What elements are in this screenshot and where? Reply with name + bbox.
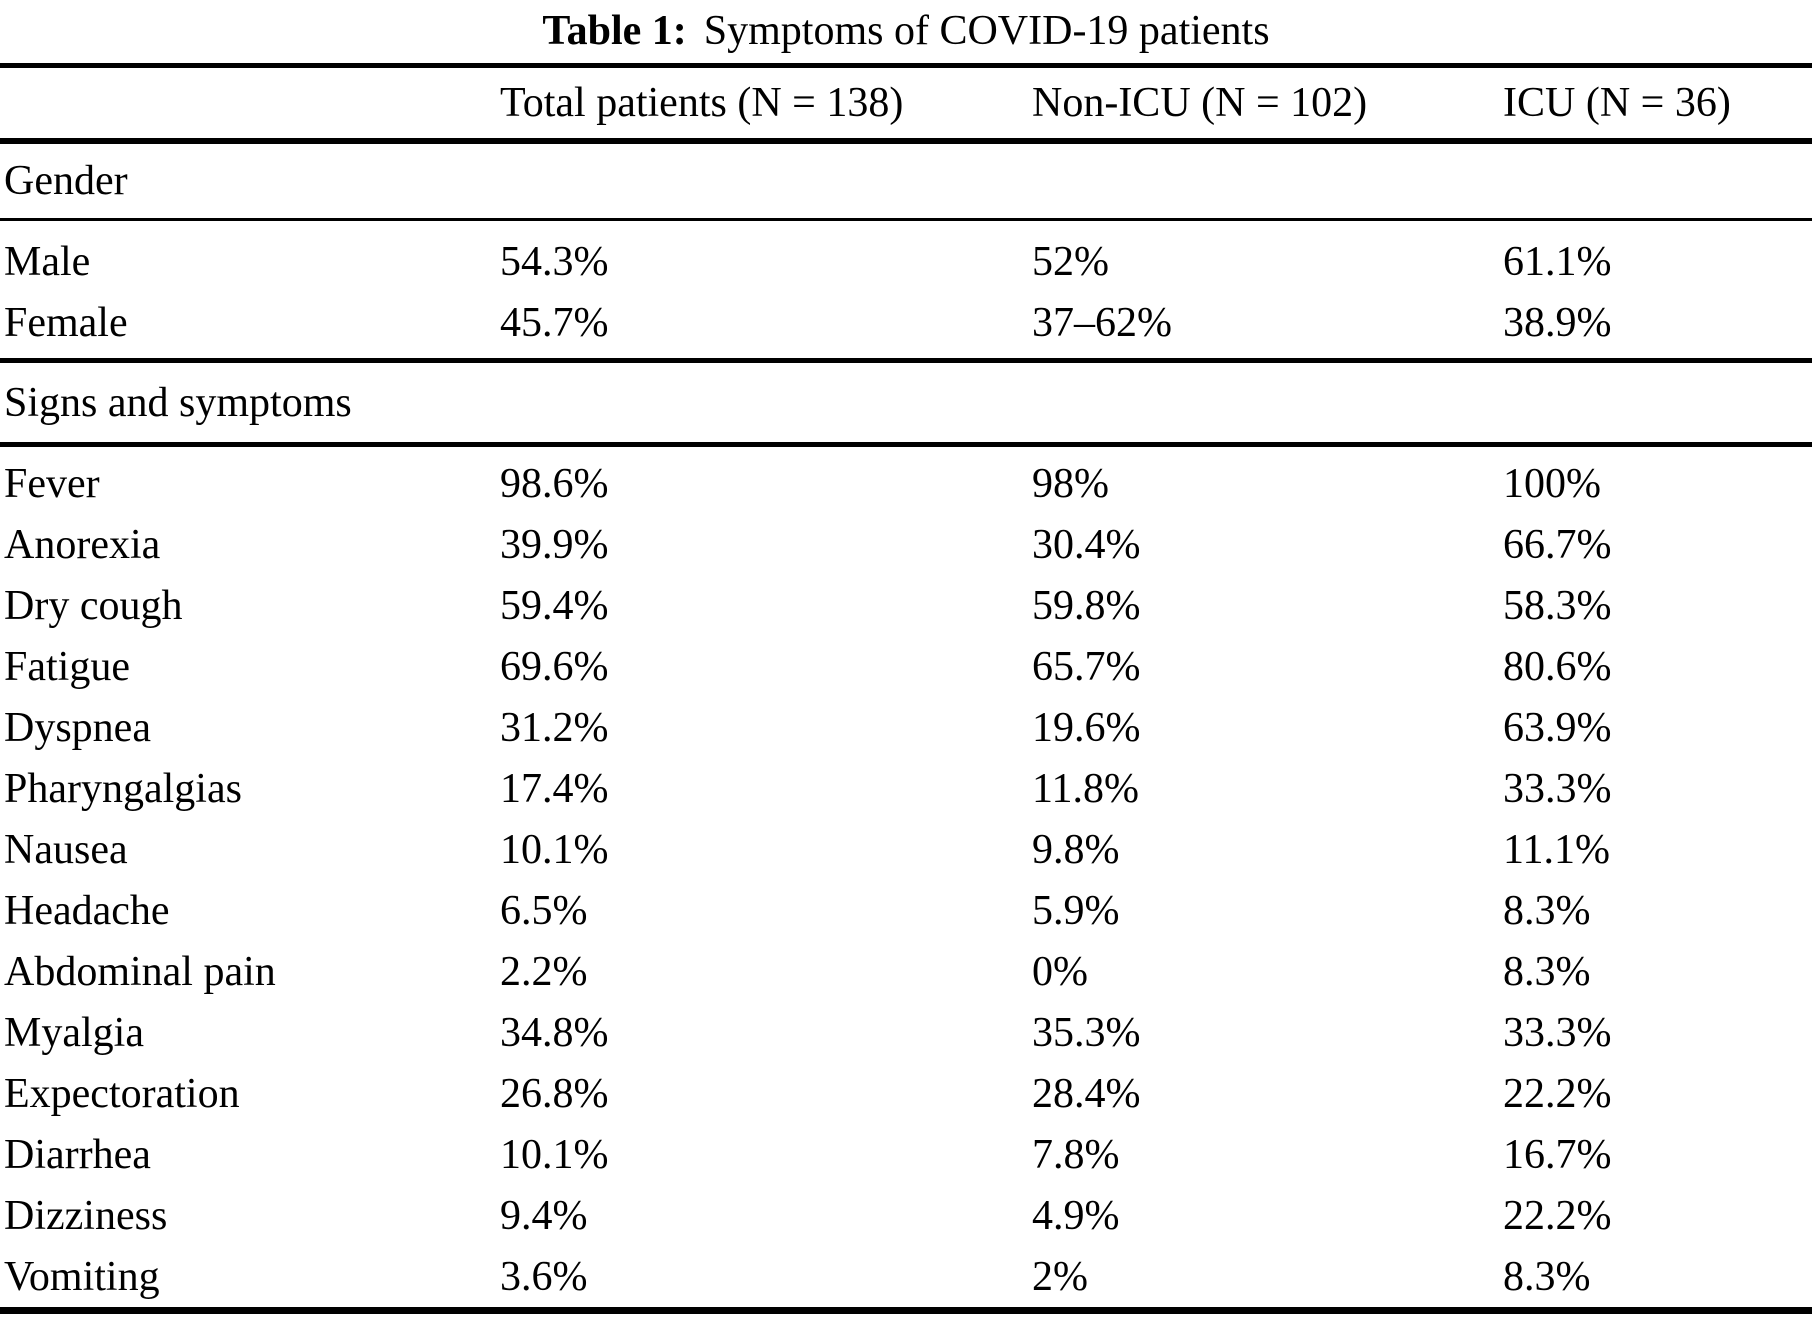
cell-icu: 11.1% xyxy=(1503,826,1610,873)
row-label: Female xyxy=(4,299,128,346)
cell-icu: 22.2% xyxy=(1503,1192,1612,1239)
table-caption-label: Table 1: xyxy=(542,8,687,54)
cell-total: 3.6% xyxy=(500,1253,588,1300)
row-label: Expectoration xyxy=(4,1070,240,1117)
section-header-gender-label: Gender xyxy=(4,158,128,204)
table-row-fatigue xyxy=(0,636,1812,697)
table-row-dizziness xyxy=(0,1185,1812,1246)
row-label: Vomiting xyxy=(4,1253,160,1300)
cell-total: 10.1% xyxy=(500,826,609,873)
cell-non-icu: 11.8% xyxy=(1032,765,1139,812)
cell-icu: 66.7% xyxy=(1503,521,1612,568)
table-row-anorexia xyxy=(0,514,1812,575)
table-row-dry-cough xyxy=(0,575,1812,636)
column-header-total-patients: Total patients (N = 138) xyxy=(500,80,904,126)
cell-total: 98.6% xyxy=(500,460,609,507)
row-label: Fatigue xyxy=(4,643,130,690)
table-row-dyspnea xyxy=(0,697,1812,758)
section-header-signs-symptoms xyxy=(0,363,1812,442)
cell-total: 54.3% xyxy=(500,238,609,285)
cell-total: 2.2% xyxy=(500,948,588,995)
cell-total: 26.8% xyxy=(500,1070,609,1117)
table-caption-text: Symptoms of COVID-19 patients xyxy=(703,8,1270,54)
cell-total: 10.1% xyxy=(500,1131,609,1178)
cell-non-icu: 37–62% xyxy=(1032,299,1172,346)
column-header-icu: ICU (N = 36) xyxy=(1503,80,1731,126)
cell-non-icu: 65.7% xyxy=(1032,643,1141,690)
section-header-gender xyxy=(0,144,1812,218)
cell-icu: 38.9% xyxy=(1503,299,1612,346)
cell-total: 31.2% xyxy=(500,704,609,751)
cell-icu: 16.7% xyxy=(1503,1131,1612,1178)
cell-icu: 100% xyxy=(1503,460,1601,507)
cell-icu: 63.9% xyxy=(1503,704,1612,751)
cell-total: 69.6% xyxy=(500,643,609,690)
cell-icu: 58.3% xyxy=(1503,582,1612,629)
row-label: Nausea xyxy=(4,826,128,873)
cell-total: 59.4% xyxy=(500,582,609,629)
cell-total: 34.8% xyxy=(500,1009,609,1056)
cell-total: 45.7% xyxy=(500,299,609,346)
cell-total: 39.9% xyxy=(500,521,609,568)
cell-icu: 8.3% xyxy=(1503,1253,1591,1300)
cell-non-icu: 0% xyxy=(1032,948,1088,995)
table-row-myalgia xyxy=(0,1002,1812,1063)
row-label: Headache xyxy=(4,887,170,934)
row-label: Anorexia xyxy=(4,521,161,568)
row-label: Fever xyxy=(4,460,100,507)
table-row-expectoration xyxy=(0,1063,1812,1124)
gender-rows xyxy=(0,221,1812,353)
table-caption xyxy=(0,0,1812,56)
cell-non-icu: 5.9% xyxy=(1032,887,1120,934)
cell-non-icu: 7.8% xyxy=(1032,1131,1120,1178)
column-header-non-icu: Non-ICU (N = 102) xyxy=(1032,80,1368,126)
row-label: Diarrhea xyxy=(4,1131,151,1178)
symptom-rows xyxy=(0,447,1812,1307)
row-label: Male xyxy=(4,238,91,285)
table-row-abdominal-pain xyxy=(0,941,1812,1002)
table-header-row xyxy=(0,68,1812,138)
row-label: Abdominal pain xyxy=(4,948,276,995)
section-header-signs-symptoms-label: Signs and symptoms xyxy=(4,379,352,426)
table-row-fever xyxy=(0,453,1812,514)
cell-non-icu: 52% xyxy=(1032,238,1109,285)
cell-non-icu: 4.9% xyxy=(1032,1192,1120,1239)
table-bottom-rule xyxy=(0,1307,1812,1314)
cell-total: 9.4% xyxy=(500,1192,588,1239)
row-label: Dizziness xyxy=(4,1192,168,1239)
row-label: Dry cough xyxy=(4,582,183,629)
cell-non-icu: 28.4% xyxy=(1032,1070,1141,1117)
row-label: Dyspnea xyxy=(4,704,151,751)
cell-non-icu: 2% xyxy=(1032,1253,1088,1300)
table-row-female xyxy=(0,292,1812,353)
table-row-headache xyxy=(0,880,1812,941)
row-label: Pharyngalgias xyxy=(4,765,242,812)
cell-icu: 22.2% xyxy=(1503,1070,1612,1117)
row-label: Myalgia xyxy=(4,1009,144,1056)
table-row-male xyxy=(0,231,1812,292)
cell-icu: 61.1% xyxy=(1503,238,1612,285)
cell-total: 6.5% xyxy=(500,887,588,934)
cell-non-icu: 98% xyxy=(1032,460,1109,507)
cell-non-icu: 59.8% xyxy=(1032,582,1141,629)
cell-non-icu: 9.8% xyxy=(1032,826,1120,873)
cell-total: 17.4% xyxy=(500,765,609,812)
cell-icu: 80.6% xyxy=(1503,643,1612,690)
cell-icu: 8.3% xyxy=(1503,948,1591,995)
cell-non-icu: 19.6% xyxy=(1032,704,1141,751)
table-row-vomiting xyxy=(0,1246,1812,1307)
cell-icu: 8.3% xyxy=(1503,887,1591,934)
cell-non-icu: 30.4% xyxy=(1032,521,1141,568)
table-row-diarrhea xyxy=(0,1124,1812,1185)
table-row-nausea xyxy=(0,819,1812,880)
cell-icu: 33.3% xyxy=(1503,765,1612,812)
cell-non-icu: 35.3% xyxy=(1032,1009,1141,1056)
table-row-pharyngalgias xyxy=(0,758,1812,819)
cell-icu: 33.3% xyxy=(1503,1009,1612,1056)
